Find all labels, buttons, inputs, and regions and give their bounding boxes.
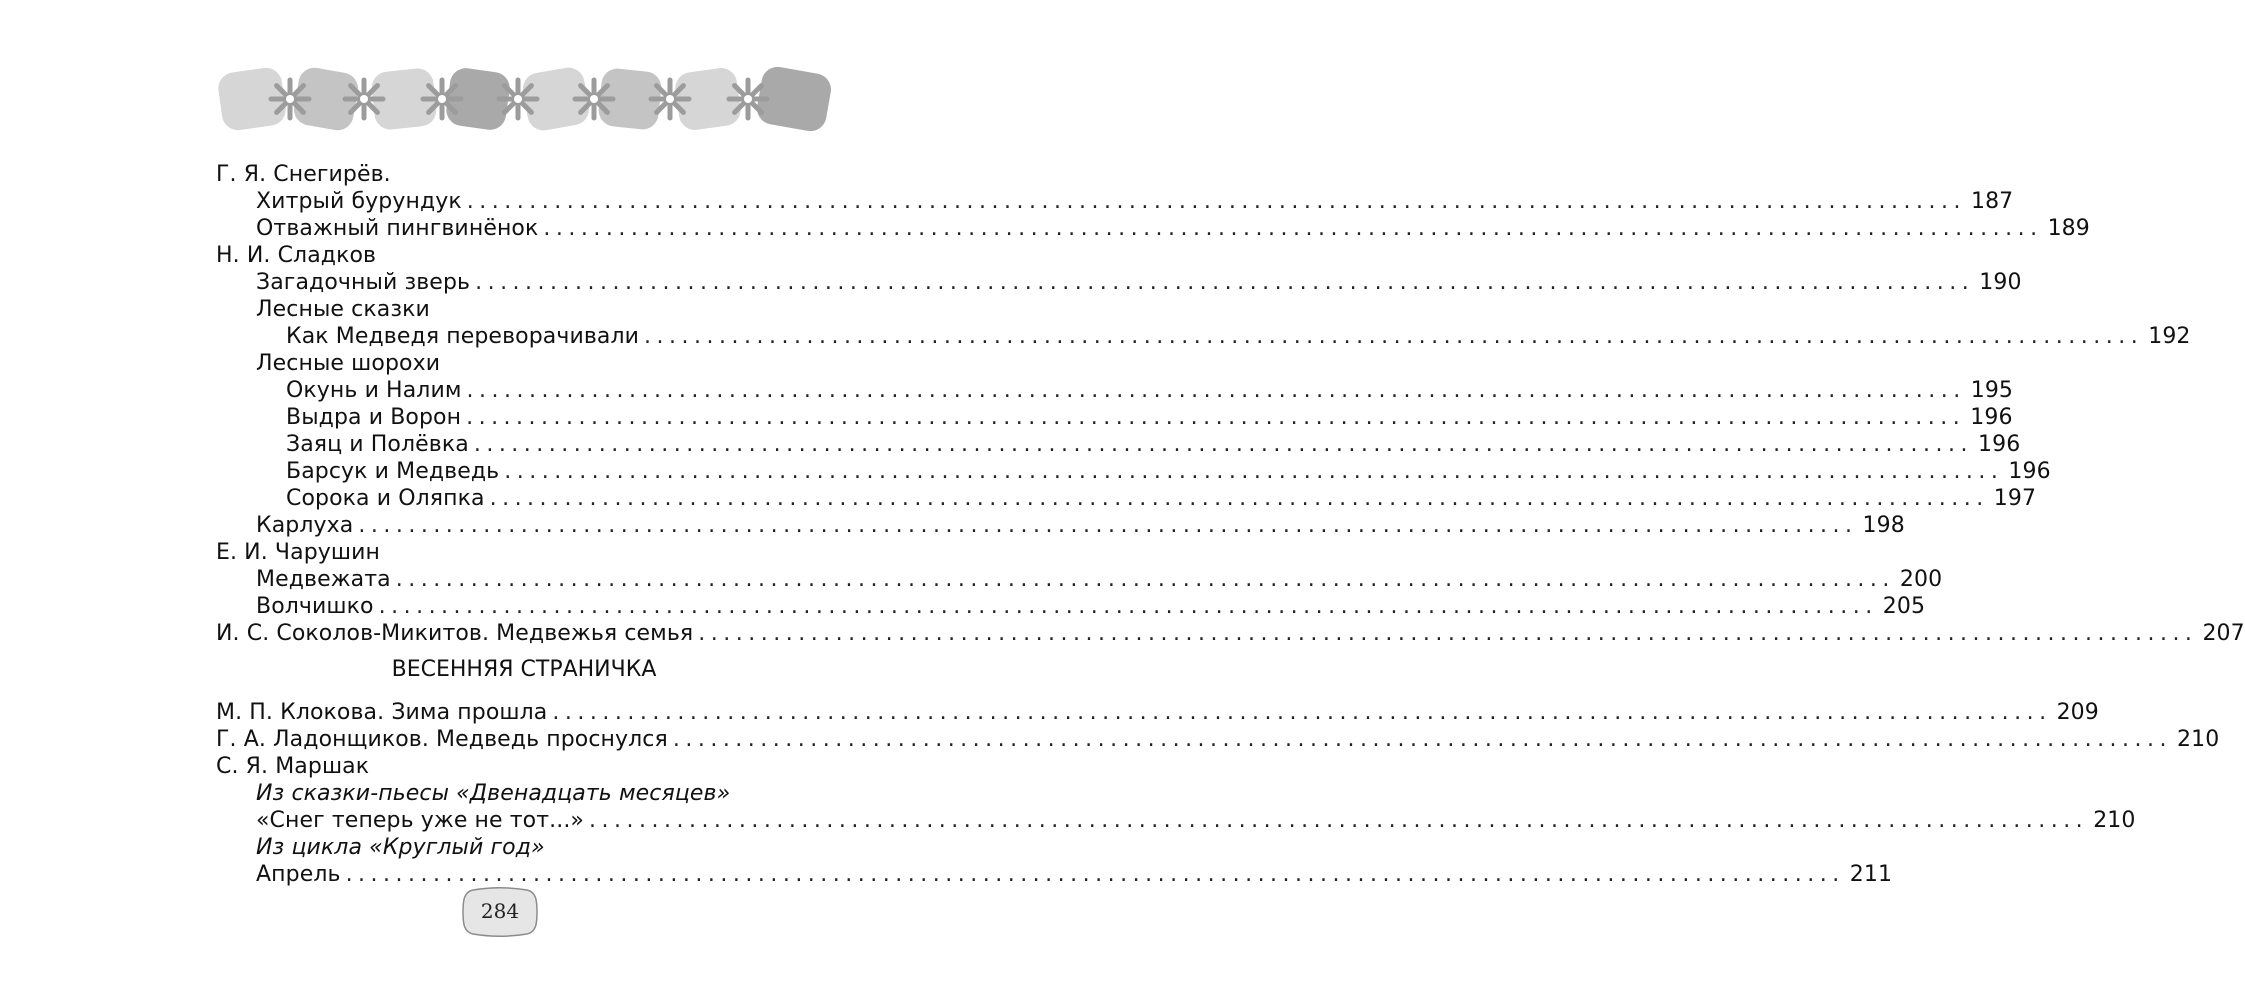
- page-number-badge: [461, 886, 539, 938]
- toc-entry-title: Г. А. Ладонщиков. Медведь проснулся: [216, 727, 668, 752]
- toc-entry-page: 207: [2202, 621, 2245, 646]
- toc-entry-page: 189: [2047, 216, 2090, 241]
- dot-leader: ........................................................................................................................: [475, 270, 1975, 295]
- toc-entry-title: Апрель: [256, 862, 341, 887]
- toc-entry-title: Заяц и Полёвка: [286, 432, 469, 457]
- toc-entry: [286, 459, 2051, 485]
- toc-entry: [286, 432, 2021, 458]
- toc-heading: [216, 162, 832, 188]
- toc-entry-title: Лесные сказки: [256, 297, 430, 322]
- toc-entry-title: Медвежата: [256, 567, 391, 592]
- dot-leader: ........................................................................................................................: [378, 594, 1878, 619]
- section-heading: ВЕСЕННЯЯ СТРАНИЧКА: [391, 657, 657, 682]
- toc-entry-title: М. П. Клокова. Зима прошла: [216, 700, 548, 725]
- toc-entry: [256, 567, 1943, 593]
- toc-heading: [256, 351, 832, 377]
- toc-entry-page: 210: [2177, 727, 2220, 752]
- dot-leader: ........................................................................................................................: [473, 432, 1974, 457]
- toc-entry-title: Барсук и Медведь: [286, 459, 500, 484]
- dot-leader: ........................................................................................................................: [345, 862, 1845, 887]
- toc-heading: [216, 243, 832, 269]
- toc-heading: [256, 835, 832, 861]
- toc-entry-page: 196: [2008, 459, 2051, 484]
- toc-entry-page: 209: [2056, 700, 2099, 725]
- toc-entry-page: 197: [1993, 486, 2037, 511]
- toc-entry-title: Г. Я. Снегирёв.: [216, 162, 391, 187]
- toc-entry-title: Из сказки-пьесы «Двенадцать месяцев»: [256, 781, 731, 806]
- dot-leader: ........................................................................................................................: [466, 189, 1966, 214]
- toc-entry-page: 192: [2148, 324, 2191, 349]
- toc-entry: [256, 216, 2090, 242]
- toc-entry: [216, 700, 2099, 726]
- toc-heading: [256, 781, 832, 807]
- toc-entry: [286, 405, 2013, 431]
- toc-entry: [256, 862, 1893, 888]
- toc-entry-title: Карлуха: [256, 513, 354, 538]
- toc-heading: [256, 297, 832, 323]
- toc-entry: [256, 513, 1905, 539]
- toc-entry-page: 198: [1862, 513, 1905, 538]
- toc-heading: [216, 754, 832, 780]
- toc-entry: [256, 808, 2136, 834]
- toc-entry-page: 196: [1978, 432, 2021, 457]
- toc-entry-title: Выдра и Ворон: [286, 405, 462, 430]
- dot-leader: ........................................................................................................................: [466, 405, 1966, 430]
- toc-entry-page: 196: [1970, 405, 2013, 430]
- dot-leader: ........................................................................................................................: [589, 808, 2089, 833]
- toc-entry-title: С. Я. Маршак: [216, 754, 370, 779]
- dot-leader: ........................................................................................................................: [552, 700, 2052, 725]
- toc-entry-title: Лесные шорохи: [256, 351, 441, 376]
- dot-leader: ........................................................................................................................: [644, 324, 2144, 349]
- toc-entry: [256, 270, 2022, 296]
- dot-leader: ........................................................................................................................: [395, 567, 1895, 592]
- toc-entry-page: 200: [1899, 567, 1943, 592]
- toc-entry-title: Хитрый бурундук: [256, 189, 462, 214]
- toc-entry-page: 195: [1970, 378, 2014, 403]
- toc-entry-title: «Снег теперь уже не тот...»: [256, 808, 584, 833]
- dot-leader: ........................................................................................................................: [698, 621, 2198, 646]
- toc-entry-page: 211: [1849, 862, 1893, 887]
- toc-entry: [286, 486, 2037, 512]
- toc-entry-title: Отважный пингвинёнок: [256, 216, 539, 241]
- toc-entry: [286, 378, 2014, 404]
- dot-leader: ........................................................................................................................: [358, 513, 1858, 538]
- dot-leader: ........................................................................................................................: [466, 378, 1966, 403]
- toc-entry-title: Окунь и Налим: [286, 378, 462, 403]
- toc-entry: [256, 594, 1926, 620]
- toc-entry: [256, 189, 2014, 215]
- toc-entry-page: 187: [1970, 189, 2014, 214]
- toc-entry-page: 205: [1882, 594, 1926, 619]
- dot-leader: ........................................................................................................................: [543, 216, 2043, 241]
- toc-entry-title: Загадочный зверь: [256, 270, 471, 295]
- toc-entry-title: Сорока и Оляпка: [286, 486, 485, 511]
- toc-entry: [286, 324, 2191, 350]
- toc-entry-title: И. С. Соколов-Микитов. Медвежья семья: [216, 621, 694, 646]
- toc-entry-title: Волчишко: [256, 594, 374, 619]
- dot-leader: ........................................................................................................................: [672, 727, 2173, 752]
- toc-entry-title: Из цикла «Круглый год»: [256, 835, 545, 860]
- toc-entry: [216, 621, 2245, 647]
- toc-entry-title: Е. И. Чарушин: [216, 540, 380, 565]
- dot-leader: ........................................................................................................................: [489, 486, 1989, 511]
- toc-entry: [216, 727, 2220, 753]
- toc-entry-page: 210: [2093, 808, 2136, 833]
- toc-entry-title: Н. И. Сладков: [216, 243, 377, 268]
- page-number: 284: [480, 899, 520, 923]
- dot-leader: ........................................................................................................................: [504, 459, 2004, 484]
- toc-heading: [216, 540, 832, 566]
- toc-entry-page: 190: [1979, 270, 2022, 295]
- toc-entry-title: Как Медведя переворачивали: [286, 324, 640, 349]
